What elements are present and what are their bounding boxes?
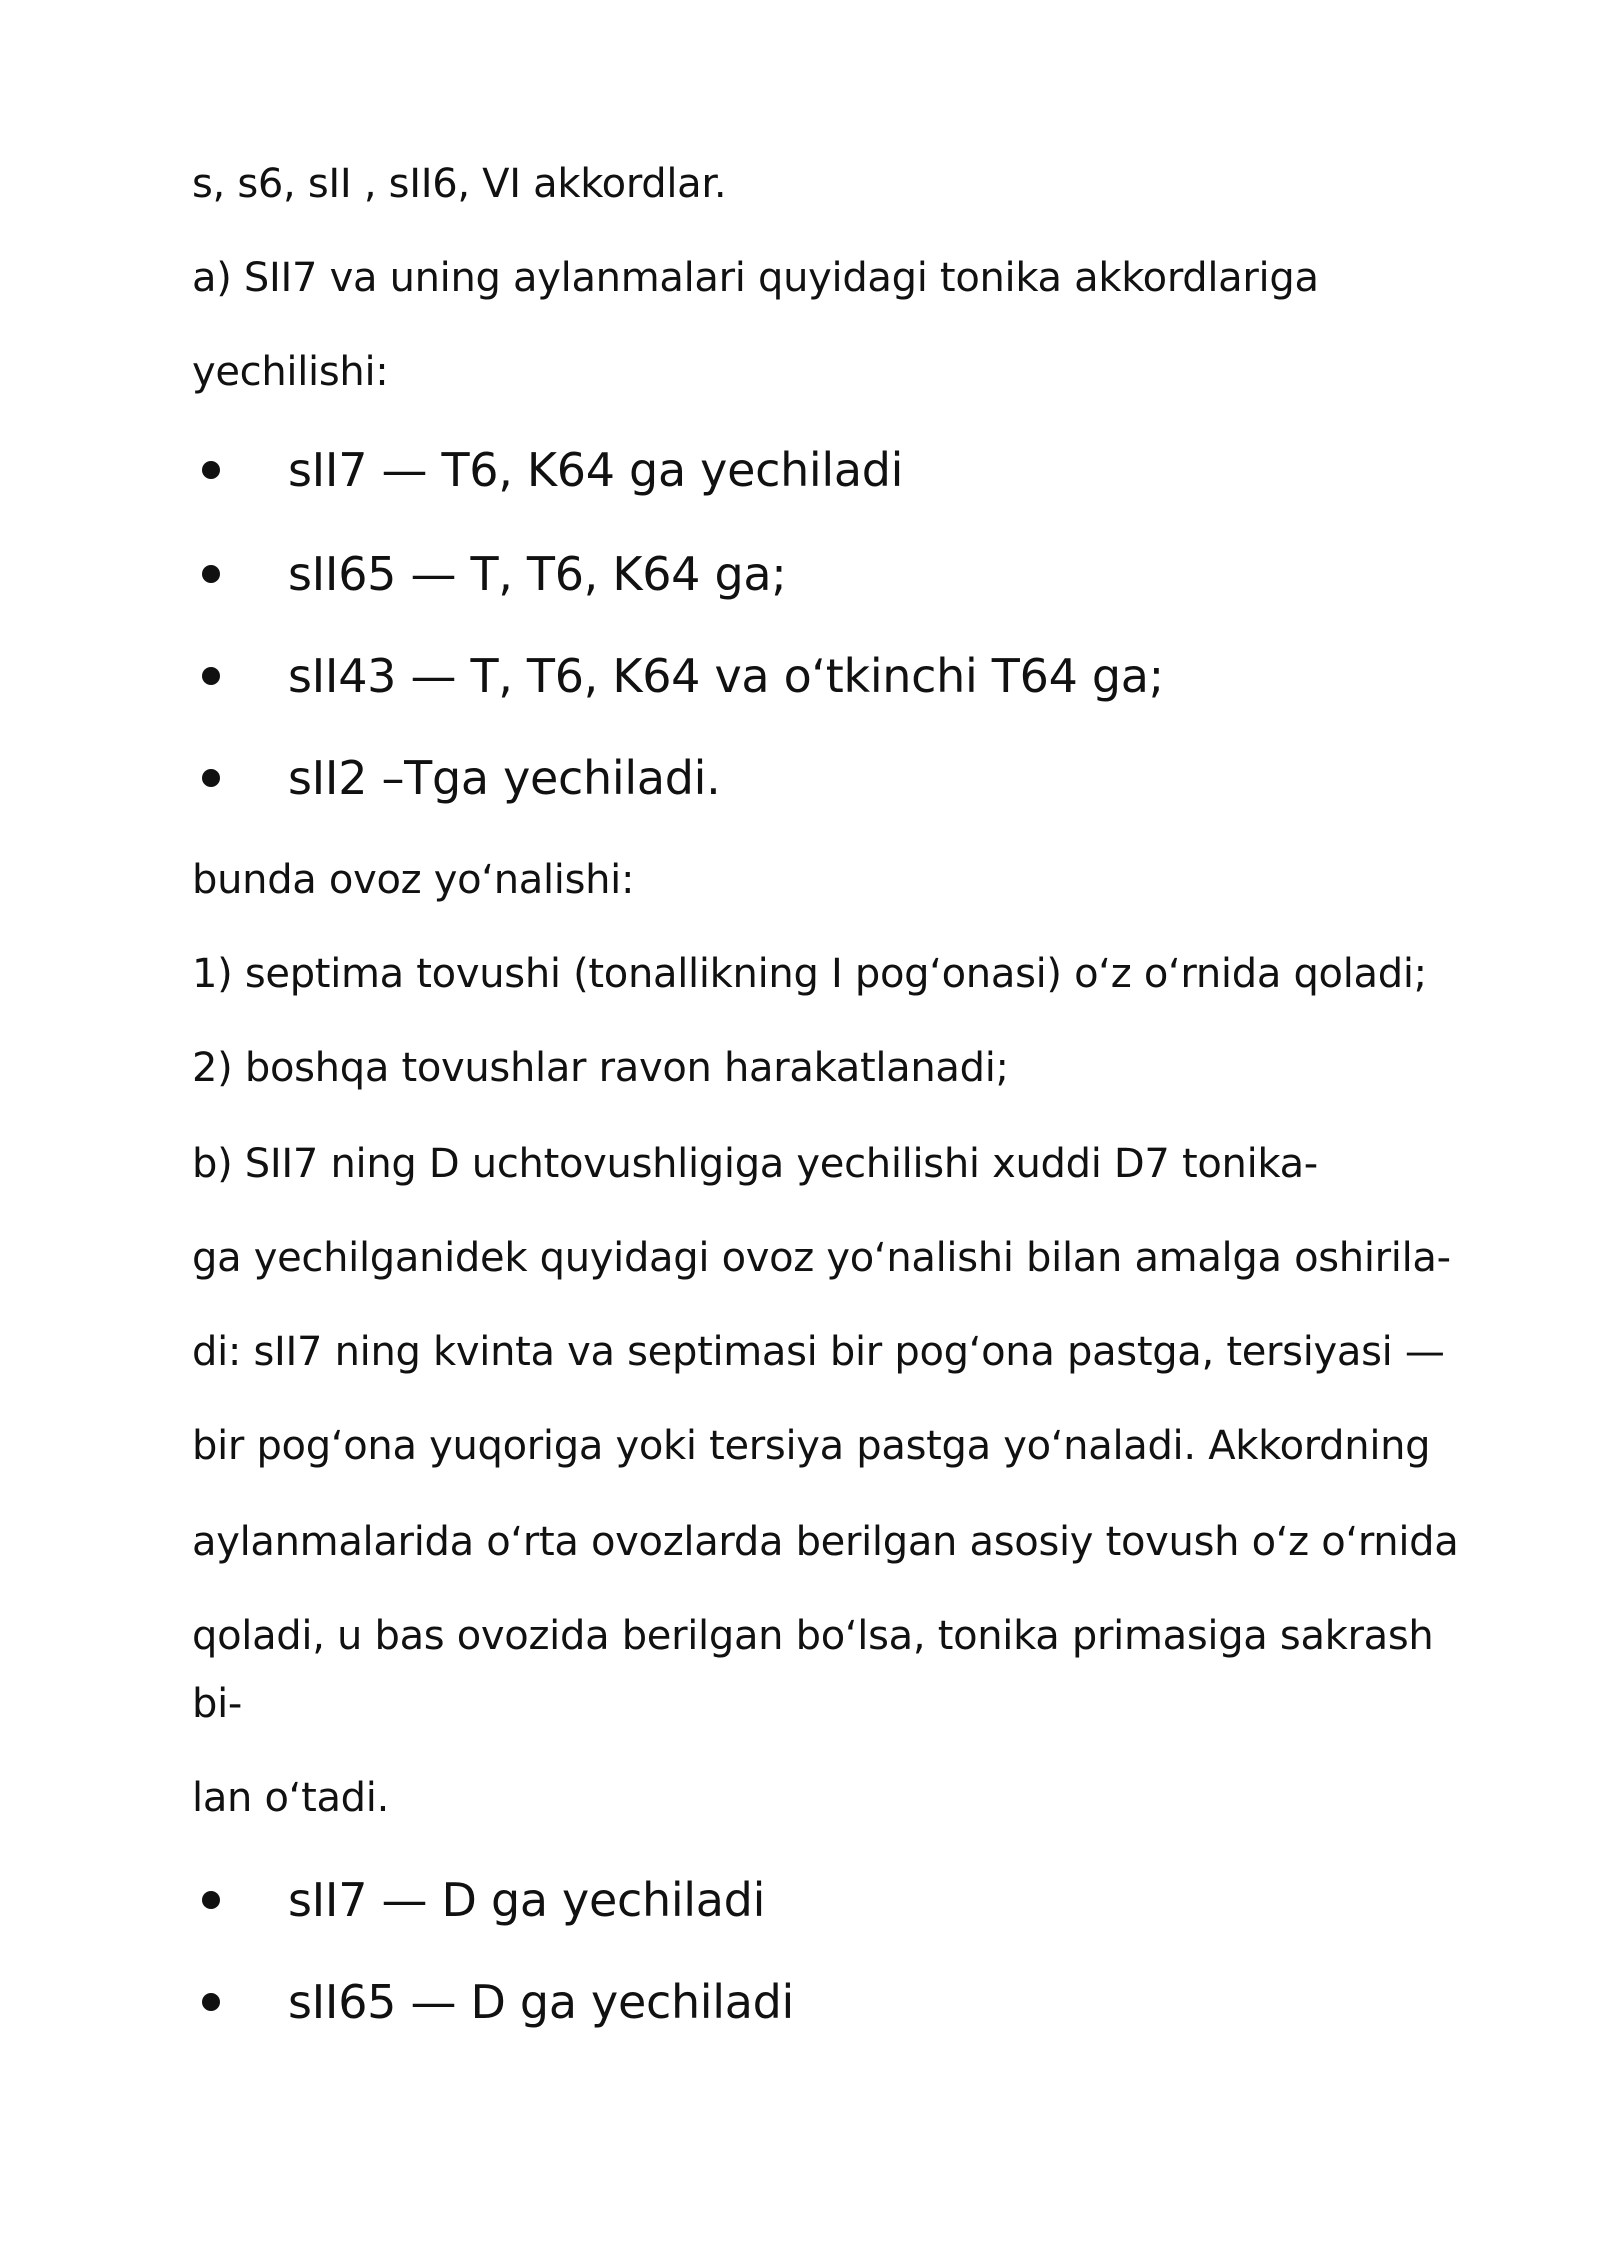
bullet-text: sII65 — T, T6, K64 ga; — [288, 547, 787, 601]
bullet-item — [192, 1872, 1392, 1928]
text-line: a) SII7 va uning aylanmalari quyidagi tonika akkordlariga — [192, 255, 1319, 301]
bullet-dot-icon — [202, 1993, 220, 2011]
text-line: 2) boshqa tovushlar ravon harakatlanadi; — [192, 1045, 1009, 1091]
text-line: yechilishi: — [192, 349, 389, 395]
bullet-text: sII7 — D ga yechiladi — [288, 1873, 766, 1927]
bullet-text: sII2 –Tga yechiladi. — [288, 751, 721, 805]
bullet-dot-icon — [202, 565, 220, 583]
text-line: bi- — [192, 1681, 243, 1727]
bullet-text: sII43 — T, T6, K64 va o‘tkinchi T64 ga; — [288, 649, 1164, 703]
bullet-text: sII7 — T6, K64 ga yechiladi — [288, 443, 904, 497]
bullet-dot-icon — [202, 667, 220, 685]
text-line: 1) septima tovushi (tonallikning I pog‘onasi) o‘z o‘rnida qoladi; — [192, 951, 1427, 997]
text-line: bir pog‘ona yuqoriga yoki tersiya pastga yo‘naladi. Akkordning — [192, 1423, 1431, 1469]
bullet-item — [192, 546, 1392, 602]
bullet-item — [192, 648, 1392, 704]
text-line: bunda ovoz yo‘nalishi: — [192, 857, 635, 903]
bullet-dot-icon — [202, 461, 220, 479]
text-line: qoladi, u bas ovozida berilgan bo‘lsa, tonika primasiga sakrash — [192, 1613, 1434, 1659]
text-line: aylanmalarida o‘rta ovozlarda berilgan asosiy tovush o‘z o‘rnida — [192, 1519, 1459, 1565]
bullet-dot-icon — [202, 1891, 220, 1909]
text-line: b) SII7 ning D uchtovushligiga yechilishi xuddi D7 tonika- — [192, 1141, 1318, 1187]
bullet-dot-icon — [202, 769, 220, 787]
bullet-text: sII65 — D ga yechiladi — [288, 1975, 795, 2029]
text-line: lan o‘tadi. — [192, 1775, 389, 1821]
text-line: ga yechilganidek quyidagi ovoz yo‘nalishi bilan amalga oshirila- — [192, 1235, 1451, 1281]
text-line: s, s6, sII , sII6, VI akkordlar. — [192, 161, 727, 207]
bullet-item — [192, 1974, 1392, 2030]
text-line: di: sII7 ning kvinta va septimasi bir pog‘ona pastga, tersiyasi — — [192, 1329, 1445, 1375]
bullet-item — [192, 750, 1392, 806]
bullet-item — [192, 442, 1392, 498]
